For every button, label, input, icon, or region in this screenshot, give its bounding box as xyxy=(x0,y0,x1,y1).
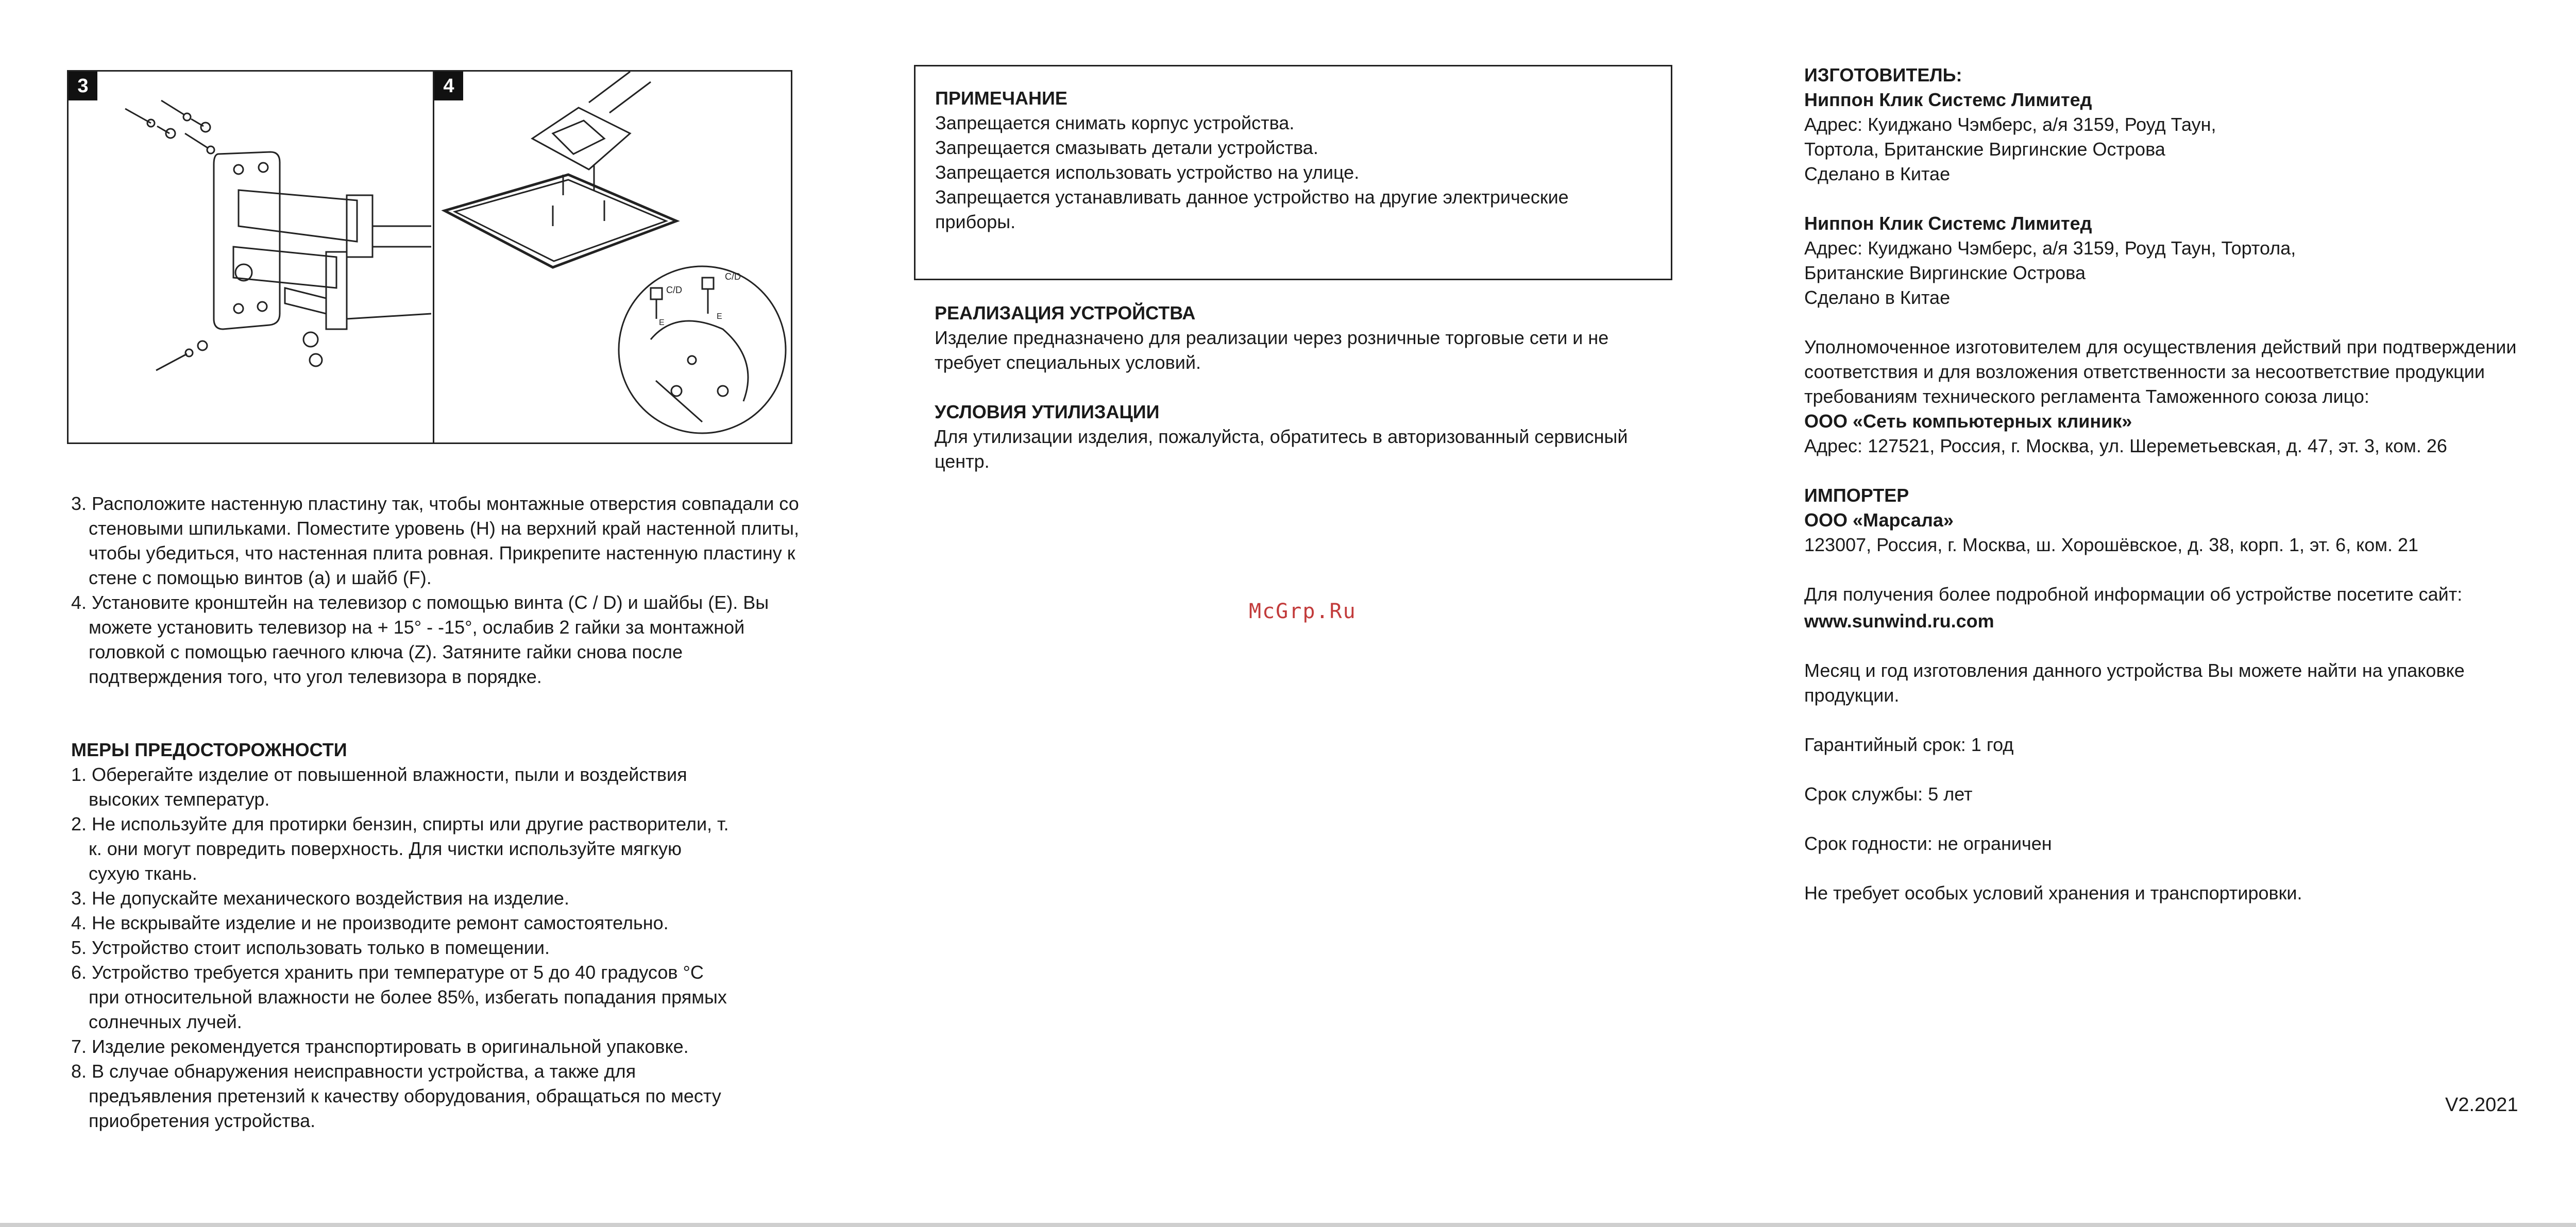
precaution-item: 4. Не вскрывайте изделие и не производите ремонт самостоятельно. xyxy=(71,912,669,933)
sales-title: РЕАЛИЗАЦИЯ УСТРОЙСТВА xyxy=(935,302,1196,323)
label-e-1: E xyxy=(659,318,665,327)
service-life-text: Срок службы: 5 лет xyxy=(1804,783,1973,805)
manufacturer-section xyxy=(1804,63,2536,906)
watermark: McGrp.Ru xyxy=(1249,600,1357,623)
manufacturer-name: Ниппон Клик Системс Лимитед xyxy=(1804,89,2092,110)
note-line: Запрещается снимать корпус устройства. xyxy=(935,112,1295,133)
manufacturer-name: Ниппон Клик Системс Лимитед xyxy=(1804,213,2092,234)
instruction-item: 3. Расположите настенную пластину так, чтобы монтажные отверстия совпадали со стеновыми шпильками. Поместите уровень (H) на верхний край настенной плиты, чтобы убедиться, что настенная плита ровная. Прикрепите настенную пластину к стене с помощью винтов (a) и шайб (F). xyxy=(71,493,800,588)
website-link[interactable]: www.sunwind.ru.com xyxy=(1804,610,1994,632)
step-3-illustration xyxy=(69,72,431,442)
importer-title: ИМПОРТЕР xyxy=(1804,485,1909,506)
manufacturer-made-in: Сделано в Китае xyxy=(1804,287,1951,308)
note-title: ПРИМЕЧАНИЕ xyxy=(935,88,1067,109)
importer-name: ООО «Марсала» xyxy=(1804,509,1954,531)
precaution-item: 5. Устройство стоит использовать только в помещении. xyxy=(71,937,550,958)
installation-figure xyxy=(67,70,792,444)
step-4-illustration xyxy=(434,72,791,442)
manufacturer-title: ИЗГОТОВИТЕЛЬ: xyxy=(1804,64,1962,86)
note-line: Запрещается смазывать детали устройства. xyxy=(935,137,1318,158)
importer-address: 123007, Россия, г. Москва, ш. Хорошёвское, д. 38, корп. 1, эт. 6, ком. 21 xyxy=(1804,534,2419,555)
manufacturer-made-in: Сделано в Китае xyxy=(1804,163,1951,184)
storage-text: Не требует особых условий хранения и транспортировки. xyxy=(1804,882,2302,904)
precaution-item: 1. Оберегайте изделие от повышенной влажности, пыли и воздействия высоких температур. xyxy=(71,764,687,810)
precaution-item: 2. Не используйте для протирки бензин, спирты или другие растворители, т. к. они могут повредить поверхность. Для чистки используйте мягкую сухую ткань. xyxy=(71,813,729,884)
precaution-item: 6. Устройство требуется хранить при температуре от 5 до 40 градусов °С при относительной влажности не более 85%, избегать попадания прямых солнечных лучей. xyxy=(71,962,727,1032)
screw-icon xyxy=(125,109,175,138)
representative-name: ООО «Сеть компьютерных клиник» xyxy=(1804,411,2132,432)
step-3-badge: 3 xyxy=(69,72,97,100)
screw-icon xyxy=(185,133,214,154)
representative-address: Адрес: 127521, Россия, г. Москва, ул. Шереметьевская, д. 47, эт. 3, ком. 26 xyxy=(1804,435,2447,456)
sales-text: Изделие предназначено для реализации через розничные торговые сети и не требует специальных условий. xyxy=(935,327,1609,373)
note-box xyxy=(914,65,1672,280)
screw-icon xyxy=(161,100,210,132)
label-e-2: E xyxy=(717,312,722,321)
representative-text: Уполномоченное изготовителем для осуществления действий при подтверждении соответствия и для возложения ответственности за несоответствие продукции требованиям технического регламента Таможенного союза лицо: xyxy=(1804,336,2517,407)
note-line: Запрещается устанавливать данное устройство на другие электрические приборы. xyxy=(935,186,1569,232)
manufacturer-address: Адрес: Куиджано Чэмберс, а/я 3159, Роуд Таун, Тортола, Британские Виргинские Острова xyxy=(1804,114,2216,160)
bottom-rule xyxy=(0,1223,2576,1227)
instruction-item: 4. Установите кронштейн на телевизор с помощью винта (C / D) и шайбы (E). Вы можете установить телевизор на + 15° - -15°, ослабив 2 гайки за монтажной головкой с помощью гаечного ключа (Z). Затяните гайки снова после подтверждения того, что угол телевизора в порядке. xyxy=(71,592,769,687)
label-cd-1: C/D xyxy=(666,285,682,295)
version-label: V2.2021 xyxy=(2445,1094,2518,1116)
precaution-item: 7. Изделие рекомендуется транспортировать в оригинальной упаковке. xyxy=(71,1036,689,1057)
disposal-title: УСЛОВИЯ УТИЛИЗАЦИИ xyxy=(935,401,1160,422)
precaution-item: 3. Не допускайте механического воздействия на изделие. xyxy=(71,888,569,909)
disposal-text: Для утилизации изделия, пожалуйста, обратитесь в авторизованный сервисный центр. xyxy=(935,426,1628,472)
precautions-block xyxy=(71,738,736,1133)
shelf-life-text: Срок годности: не ограничен xyxy=(1804,833,2052,854)
screw-icon xyxy=(156,341,207,370)
manufacturer-address: Адрес: Куиджано Чэмберс, а/я 3159, Роуд Таун, Тортола, Британские Виргинские Острова xyxy=(1804,237,2296,283)
precautions-title: МЕРЫ ПРЕДОСТОРОЖНОСТИ xyxy=(71,739,347,760)
step-4-badge: 4 xyxy=(434,72,463,100)
warranty-text: Гарантийный срок: 1 год xyxy=(1804,734,2014,755)
label-cd-2: C/D xyxy=(725,271,741,282)
note-line: Запрещается использовать устройство на улице. xyxy=(935,162,1360,183)
sales-section xyxy=(935,301,1635,474)
production-date-text: Месяц и год изготовления данного устройства Вы можете найти на упаковке продукции. xyxy=(1804,660,2465,706)
precaution-item: 8. В случае обнаружения неисправности устройства, а также для предъявления претензий к качеству оборудования, обращаться по месту приобретения устройства. xyxy=(71,1061,721,1131)
instructions-block xyxy=(71,491,803,689)
info-text: Для получения более подробной информации об устройстве посетите сайт: xyxy=(1804,584,2463,605)
